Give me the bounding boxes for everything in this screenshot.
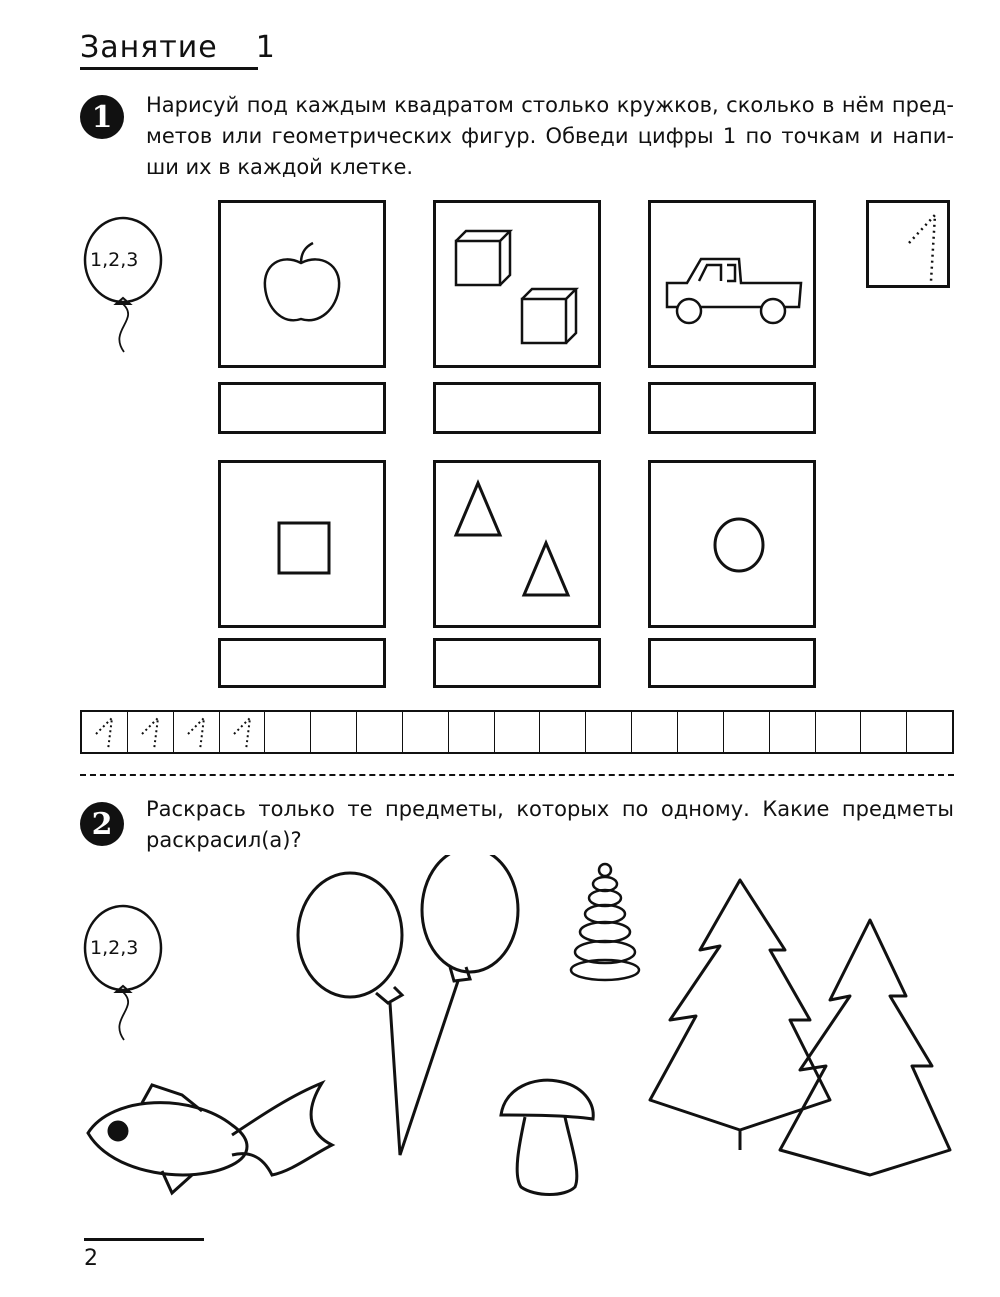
trace-cell[interactable] [861, 712, 907, 752]
balloon-label: 1,2,3 [90, 937, 139, 959]
trace-cell[interactable] [128, 712, 174, 752]
trace-cell[interactable] [632, 712, 678, 752]
answer-box-2[interactable] [433, 382, 601, 434]
answer-box-3[interactable] [648, 382, 816, 434]
trace-sample-square [866, 200, 950, 288]
lesson-title-text: Занятие [80, 30, 218, 65]
digit-tracing-row [80, 710, 954, 754]
trace-cell[interactable] [540, 712, 586, 752]
two-triangles-icon [436, 463, 598, 625]
picture-square-2 [433, 200, 601, 368]
balloon-icon [78, 900, 168, 1050]
trace-cell[interactable] [678, 712, 724, 752]
page-rule [84, 1238, 204, 1241]
trace-cell[interactable] [311, 712, 357, 752]
trace-cell[interactable] [220, 712, 266, 752]
picture-square-3 [648, 200, 816, 368]
balloon-icon [78, 212, 168, 362]
dashed-divider [80, 774, 954, 776]
trace-cell[interactable] [265, 712, 311, 752]
trace-cell[interactable] [174, 712, 220, 752]
task-1-badge-number: 1 [91, 99, 113, 135]
picture-square-6 [648, 460, 816, 628]
fish-icon [82, 1075, 362, 1205]
answer-box-6[interactable] [648, 638, 816, 688]
dotted-digit-one-icon [869, 203, 947, 285]
task-2-badge-number: 2 [91, 806, 113, 842]
page-number: 2 [84, 1246, 98, 1271]
task-2-line-2: раскрасил(а)? [146, 828, 302, 852]
dotted-digit-one-icon [220, 712, 264, 752]
trace-cell[interactable] [586, 712, 632, 752]
fir-tree-icon [650, 880, 830, 1130]
pyramid-toy-icon [565, 860, 645, 985]
trace-cell[interactable] [724, 712, 770, 752]
balloon-1,2,3-task2 [78, 900, 168, 1050]
task-2-badge [80, 802, 124, 846]
task-1-badge [80, 95, 124, 139]
dotted-digit-one-icon [128, 712, 172, 752]
trace-cell[interactable] [907, 712, 952, 752]
fir-trees-picture [640, 870, 960, 1190]
picture-square-1 [218, 200, 386, 368]
trace-cell[interactable] [357, 712, 403, 752]
trace-cell[interactable] [816, 712, 862, 752]
task-1-line-3: ши их в каждой клетке. [146, 155, 414, 179]
pickup-truck-icon [651, 203, 813, 365]
circle-shape-icon [651, 463, 813, 625]
balloon-1,2,3-task1 [78, 212, 168, 362]
answer-box-1[interactable] [218, 382, 386, 434]
balloon-label: 1,2,3 [90, 249, 139, 271]
trace-cell[interactable] [449, 712, 495, 752]
task-2-line-1: Раскрась только те предметы, которых по одному. Какие предметы [146, 797, 954, 821]
task-1-line-1: Нарисуй под каждым квадратом столько кружков, сколько в нём пред- [146, 93, 954, 117]
dotted-digit-one-icon [82, 712, 126, 752]
trace-cell[interactable] [82, 712, 128, 752]
mushroom-icon [495, 1075, 600, 1200]
balloon-icon [298, 873, 402, 997]
two-cubes-icon [436, 203, 598, 365]
apple-icon [221, 203, 383, 365]
dotted-digit-one-icon [174, 712, 218, 752]
trace-cell[interactable] [770, 712, 816, 752]
task-2-text [146, 794, 954, 856]
square-shape-icon [221, 463, 383, 625]
trace-cell[interactable] [403, 712, 449, 752]
answer-box-5[interactable] [433, 638, 601, 688]
fir-tree-icon [780, 920, 950, 1175]
picture-square-4 [218, 460, 386, 628]
lesson-number: 1 [255, 30, 276, 65]
lesson-title [80, 30, 276, 70]
trace-cell[interactable] [495, 712, 541, 752]
task-1-text [146, 90, 954, 183]
answer-box-4[interactable] [218, 638, 386, 688]
balloon-icon [422, 855, 518, 972]
picture-square-5 [433, 460, 601, 628]
task-1-line-2: метов или геометрических фигур. Обведи цифры 1 по точкам и напи- [146, 124, 954, 148]
